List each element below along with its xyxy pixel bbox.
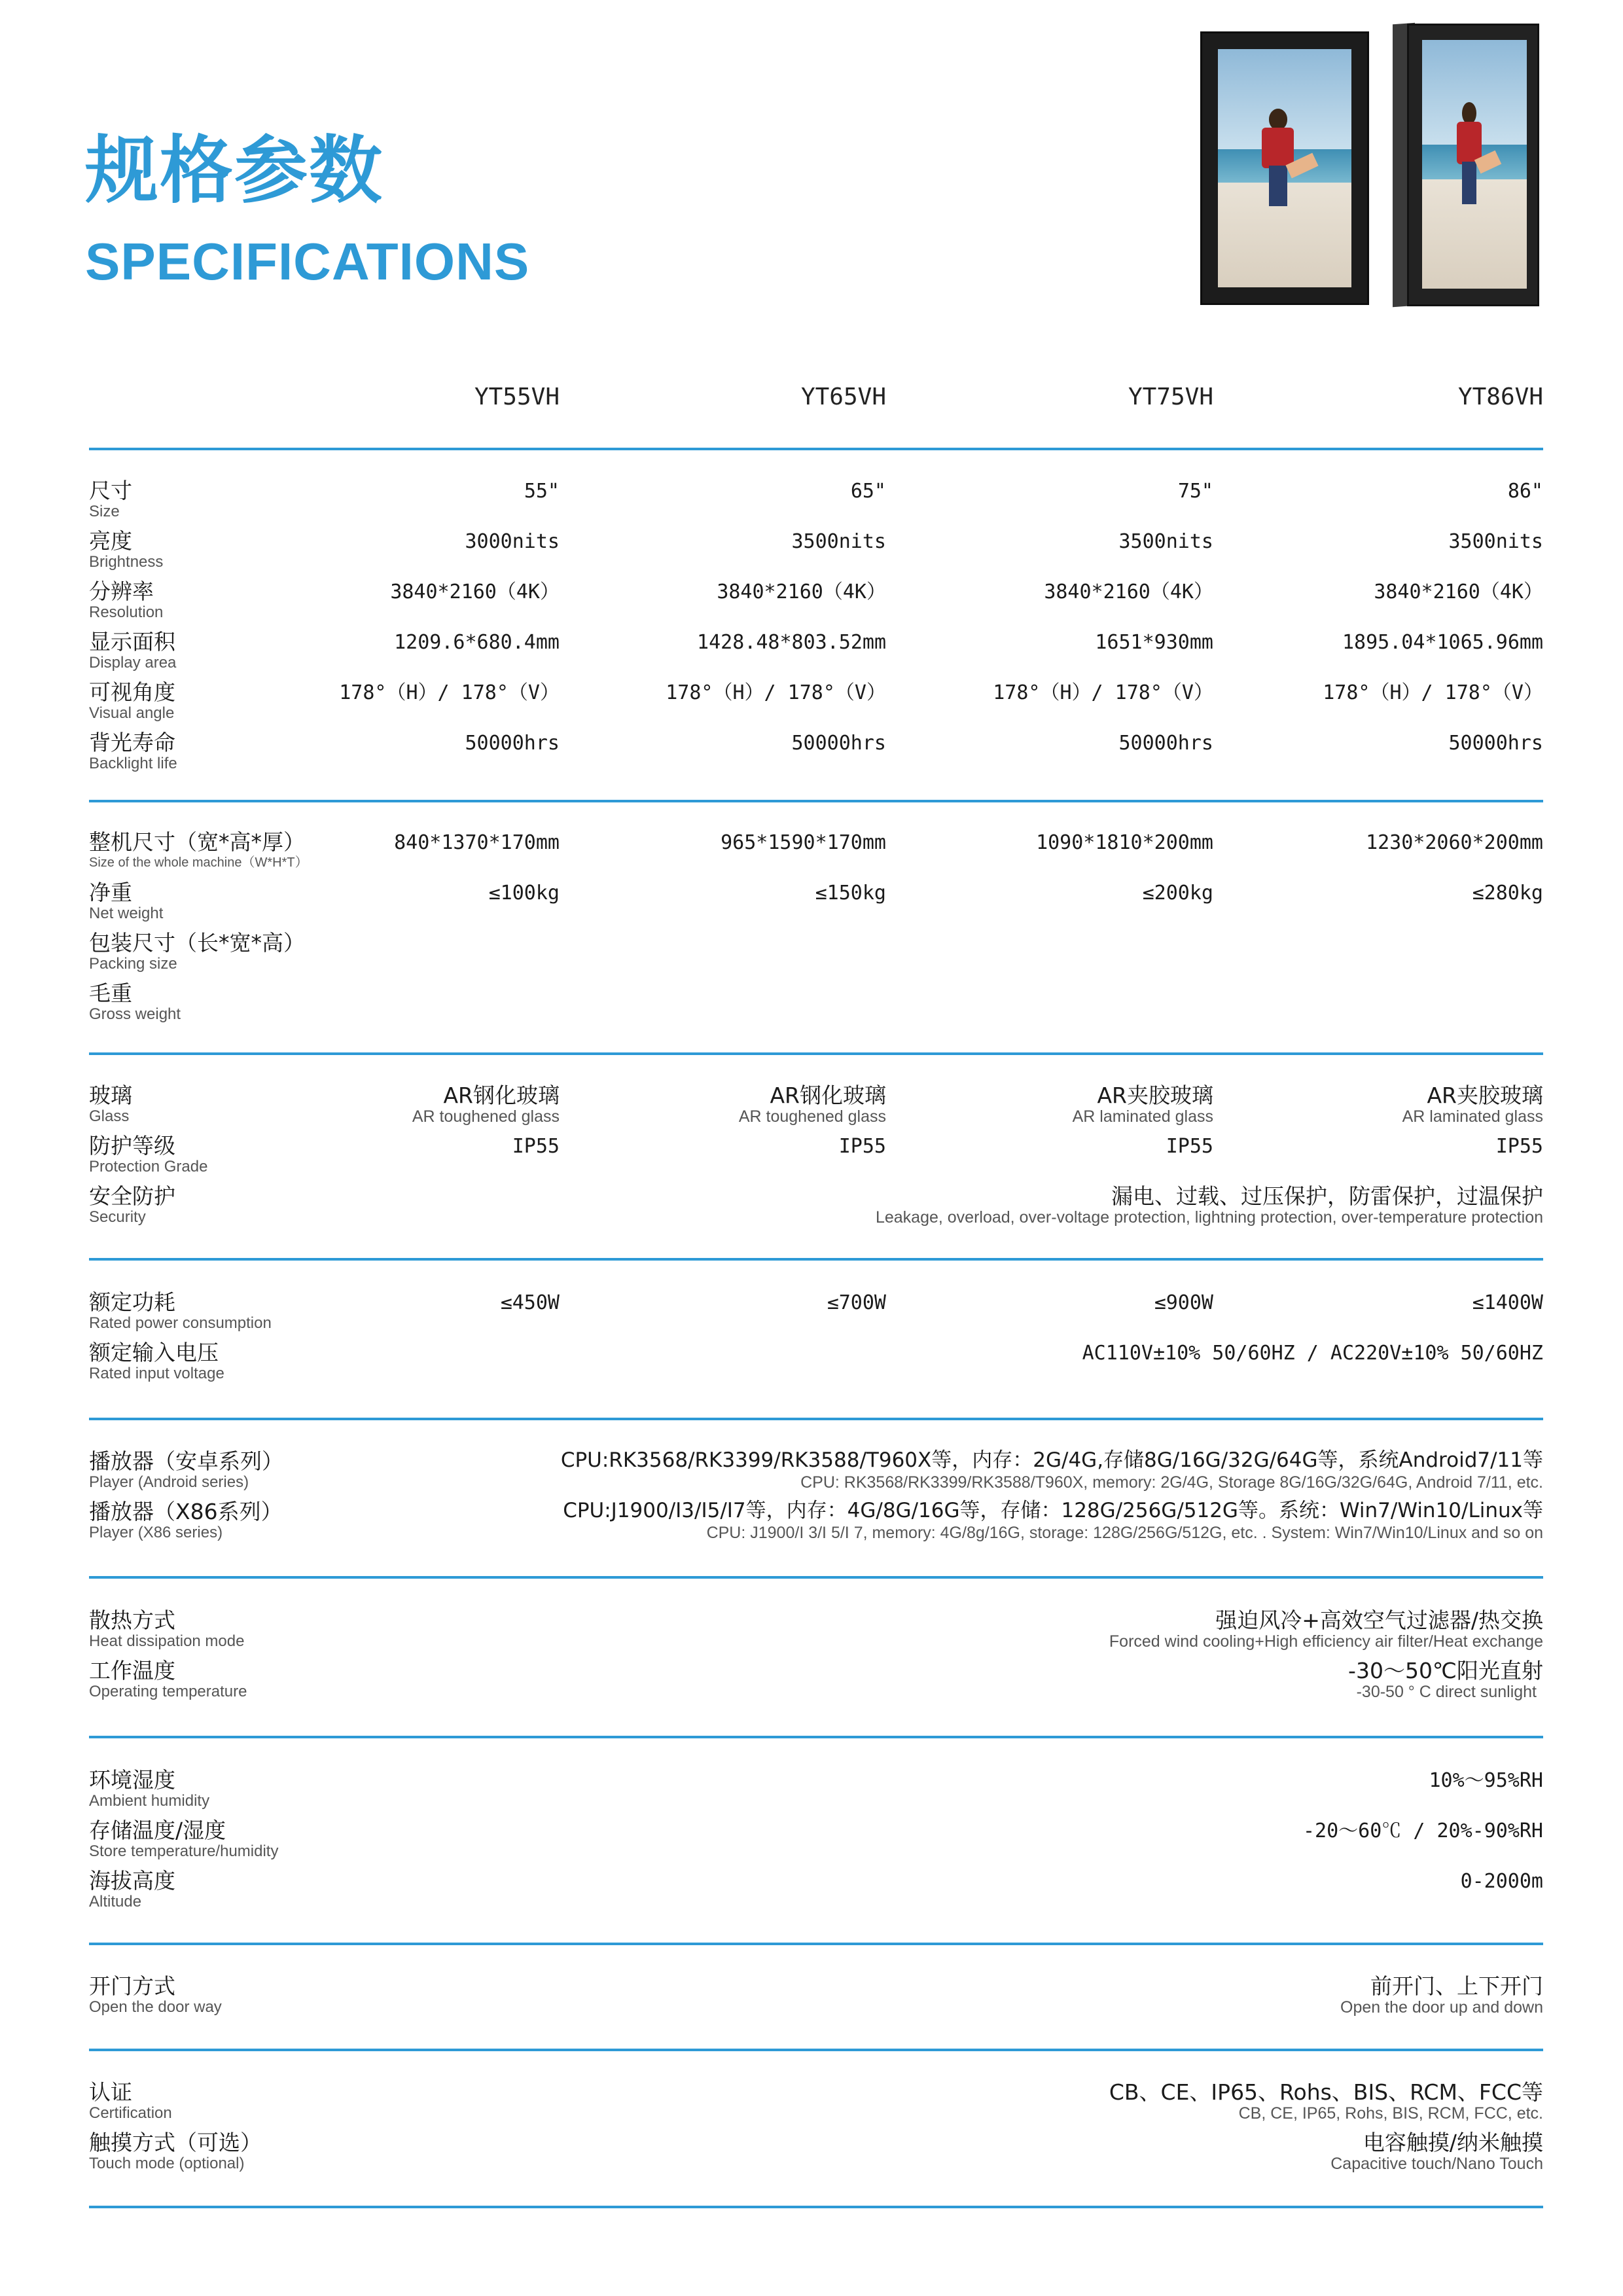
spec-value: 55"	[524, 480, 560, 503]
spec-value: AR夹胶玻璃	[1097, 1083, 1213, 1108]
spec-label-en: Rated power consumption	[89, 1314, 272, 1332]
spec-value: 前开门、上下开门	[1370, 1973, 1543, 1999]
section-divider	[89, 1418, 1543, 1420]
spec-label: 播放器（X86系列）	[89, 1499, 283, 1524]
spec-label: 环境湿度	[89, 1767, 175, 1793]
spec-label: 亮度	[89, 528, 132, 554]
spec-label: 净重	[89, 880, 132, 905]
spec-label: 认证	[89, 2079, 132, 2105]
spec-value: 0-2000m	[1460, 1870, 1543, 1893]
model-header: YT65VH	[800, 384, 886, 410]
screen-display	[1422, 40, 1527, 289]
spec-value: 漏电、过载、过压保护，防雷保护，过温保护	[1111, 1183, 1543, 1209]
spec-label-en: Rated input voltage	[89, 1365, 224, 1382]
spec-value-en: AR laminated glass	[1402, 1107, 1543, 1126]
spec-value: AR钢化玻璃	[770, 1083, 886, 1108]
section-divider	[89, 1576, 1543, 1579]
spec-value: 1090*1810*200mm	[1036, 831, 1213, 854]
spec-value-en: AR toughened glass	[738, 1107, 886, 1126]
spec-label: 额定输入电压	[89, 1340, 219, 1365]
spec-value: 3840*2160（4K）	[1374, 581, 1543, 603]
spec-label: 分辨率	[89, 579, 154, 604]
spec-value: ≤280kg	[1472, 882, 1543, 905]
spec-value: ≤200kg	[1142, 882, 1213, 905]
spec-label-en: Net weight	[89, 905, 164, 922]
spec-value-en: -30-50 ° C direct sunlight	[1356, 1683, 1537, 1701]
spec-value: CPU:J1900/I3/I5/I7等，内存：4G/8G/16G等，存储：128G/256G/512G等。系统：Win7/Win10/Linux等	[563, 1499, 1543, 1522]
spec-value: 1651*930mm	[1095, 631, 1213, 654]
spec-value: 1209.6*680.4mm	[394, 631, 560, 654]
spec-label-en: Player (Android series)	[89, 1473, 249, 1491]
spec-value-en: AR laminated glass	[1072, 1107, 1213, 1126]
spec-value: AR钢化玻璃	[443, 1083, 560, 1108]
spec-label-en: Protection Grade	[89, 1158, 208, 1175]
spec-label-en: Size	[89, 503, 120, 520]
section-divider	[89, 1258, 1543, 1261]
spec-label: 尺寸	[89, 478, 132, 503]
spec-label-en: Resolution	[89, 603, 164, 621]
spec-value-en: Forced wind cooling+High efficiency air filter/Heat exchange	[1109, 1632, 1543, 1651]
screen-display	[1218, 49, 1351, 287]
section-divider	[89, 448, 1543, 450]
spec-label-en: Display area	[89, 654, 177, 672]
spec-label-en: Ambient humidity	[89, 1792, 210, 1810]
page-title-zh: 规格参数	[85, 128, 383, 213]
model-header: YT75VH	[1128, 384, 1213, 410]
product-image-angled	[1407, 24, 1539, 306]
section-divider	[89, 1052, 1543, 1055]
spec-label-en: Security	[89, 1208, 146, 1226]
spec-value: 1895.04*1065.96mm	[1342, 631, 1543, 654]
spec-value: 50000hrs	[791, 732, 886, 755]
spec-value: 178°（H）/ 178°（V）	[666, 681, 886, 704]
spec-label: 开门方式	[89, 1973, 175, 1999]
spec-value: 178°（H）/ 178°（V）	[993, 681, 1213, 704]
section-divider	[89, 800, 1543, 802]
spec-label: 毛重	[89, 980, 132, 1006]
spec-label: 工作温度	[89, 1658, 175, 1683]
spec-value: 3500nits	[1448, 530, 1543, 553]
spec-value-en: CB, CE, IP65, Rohs, BIS, RCM, FCC, etc.	[1238, 2104, 1543, 2123]
spec-value: IP55	[1166, 1135, 1213, 1158]
spec-label-en: Visual angle	[89, 704, 175, 722]
spec-value: 3840*2160（4K）	[390, 581, 560, 603]
spec-label-en: Open the door way	[89, 1998, 222, 2016]
spec-label: 额定功耗	[89, 1289, 175, 1315]
section-divider	[89, 2049, 1543, 2051]
spec-value-en: Leakage, overload, over-voltage protection, lightning protection, over-temperature protection	[875, 1208, 1543, 1227]
spec-value: 电容触摸/纳米触摸	[1363, 2130, 1543, 2155]
spec-value: 10%～95%RH	[1429, 1769, 1543, 1792]
spec-value: 1230*2060*200mm	[1366, 831, 1543, 854]
spec-value-en: CPU: RK3568/RK3399/RK3588/T960X, memory: 2G/4G, Storage 8G/16G/32G/64G, Android 7/11, etc.	[800, 1473, 1543, 1492]
spec-value: ≤900W	[1154, 1291, 1213, 1314]
spec-value: 3000nits	[465, 530, 560, 553]
spec-value: ≤450W	[500, 1291, 560, 1314]
spec-value: 86"	[1507, 480, 1543, 503]
spec-label-en: Heat dissipation mode	[89, 1632, 245, 1650]
spec-value-en: AR toughened glass	[412, 1107, 560, 1126]
section-divider	[89, 2206, 1543, 2208]
spec-value: -30～50℃阳光直射	[1348, 1658, 1543, 1683]
spec-value: 50000hrs	[1448, 732, 1543, 755]
spec-label-en: Brightness	[89, 553, 164, 571]
spec-label: 玻璃	[89, 1083, 132, 1108]
spec-label-en: Operating temperature	[89, 1683, 247, 1700]
spec-value-en: CPU: J1900/I 3/I 5/I 7, memory: 4G/8g/16G, storage: 128G/256G/512G, etc. . System: Win7/Win10/Linux and so on	[706, 1524, 1543, 1542]
spec-label-en: Backlight life	[89, 755, 177, 772]
spec-value: IP55	[1495, 1135, 1543, 1158]
spec-label-en: Gross weight	[89, 1005, 181, 1023]
spec-value: CB、CE、IP65、Rohs、BIS、RCM、FCC等	[1109, 2079, 1543, 2105]
spec-label: 触摸方式（可选）	[89, 2130, 262, 2155]
spec-label-en: Packing size	[89, 955, 177, 973]
spec-label-en: Size of the whole machine（W*H*T）	[89, 855, 308, 870]
spec-label: 包装尺寸（长*宽*高）	[89, 930, 305, 956]
spec-value: AR夹胶玻璃	[1427, 1083, 1543, 1108]
spec-label-en: Certification	[89, 2104, 172, 2122]
spec-label-en: Store temperature/humidity	[89, 1842, 279, 1860]
spec-value: 965*1590*170mm	[721, 831, 886, 854]
spec-value: 178°（H）/ 178°（V）	[339, 681, 560, 704]
spec-label: 安全防护	[89, 1183, 175, 1209]
spec-value: 178°（H）/ 178°（V）	[1323, 681, 1543, 704]
spec-value: 3840*2160（4K）	[1044, 581, 1213, 603]
spec-label-en: Glass	[89, 1107, 130, 1125]
spec-value: CPU:RK3568/RK3399/RK3588/T960X等，内存：2G/4G,存储8G/16G/32G/64G等，系统Android7/11等	[560, 1448, 1543, 1472]
spec-label-en: Altitude	[89, 1893, 142, 1910]
page-title-en: SPECIFICATIONS	[85, 232, 530, 291]
spec-label: 存储温度/湿度	[89, 1818, 226, 1843]
spec-value: 65"	[850, 480, 886, 503]
spec-value: IP55	[512, 1135, 560, 1158]
section-divider	[89, 1943, 1543, 1945]
spec-value-en: Open the door up and down	[1340, 1998, 1543, 2017]
spec-label: 显示面积	[89, 629, 175, 655]
spec-value: ≤150kg	[815, 882, 886, 905]
spec-value: 3500nits	[791, 530, 886, 553]
spec-label-en: Touch mode (optional)	[89, 2155, 245, 2172]
spec-value: ≤700W	[827, 1291, 886, 1314]
spec-label-en: Player (X86 series)	[89, 1524, 223, 1541]
spec-value: IP55	[838, 1135, 886, 1158]
spec-value: 1428.48*803.52mm	[697, 631, 886, 654]
spec-value: 50000hrs	[1118, 732, 1213, 755]
spec-value: AC110V±10% 50/60HZ / AC220V±10% 50/60HZ	[1082, 1342, 1543, 1365]
spec-label: 播放器（安卓系列）	[89, 1448, 283, 1474]
spec-value: 3500nits	[1118, 530, 1213, 553]
spec-label: 可视角度	[89, 679, 175, 705]
spec-value: 强迫风冷+高效空气过滤器/热交换	[1215, 1607, 1543, 1633]
spec-label: 背光寿命	[89, 730, 175, 755]
spec-value: ≤100kg	[488, 882, 560, 905]
spec-value: 50000hrs	[465, 732, 560, 755]
spec-label: 散热方式	[89, 1607, 175, 1633]
spec-value: 3840*2160（4K）	[717, 581, 886, 603]
spec-value: 75"	[1177, 480, 1213, 503]
section-divider	[89, 1736, 1543, 1738]
model-header: YT86VH	[1457, 384, 1543, 410]
spec-value-en: Capacitive touch/Nano Touch	[1330, 2155, 1543, 2173]
spec-label: 整机尺寸（宽*高*厚）	[89, 829, 305, 855]
spec-value: -20～60℃ / 20%-90%RH	[1302, 1820, 1543, 1842]
model-header: YT55VH	[474, 384, 560, 410]
product-image-front	[1200, 31, 1369, 305]
spec-value: 840*1370*170mm	[394, 831, 560, 854]
spec-label: 海拔高度	[89, 1868, 175, 1893]
spec-value: ≤1400W	[1472, 1291, 1543, 1314]
spec-label: 防护等级	[89, 1133, 175, 1158]
